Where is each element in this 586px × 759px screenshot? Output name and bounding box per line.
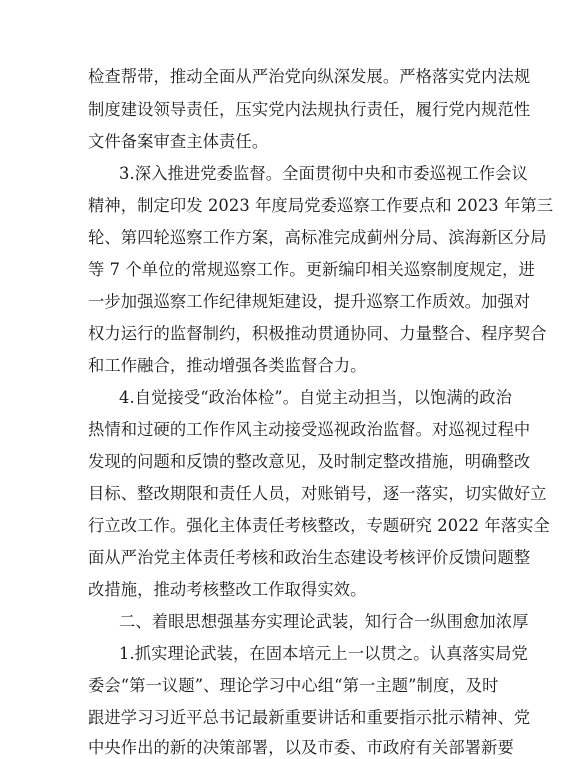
text-line: 跟进学习习近平总书记最新重要讲话和重要指示批示精神、党: [88, 708, 531, 727]
text-line: 改措施，推动考核整改工作取得实效。: [88, 580, 367, 599]
text-line: 委会“第一议题”、理论学习中心组“第一主题”制度，及时: [88, 676, 499, 695]
paragraph-heading-1: 1.抓实理论武装，在固本培元上一以贯之。认真落实局党: [119, 644, 528, 663]
text-line: 发现的问题和反馈的整改意见，及时制定整改措施，明确整改: [88, 452, 531, 471]
text-line: 文件备案审查主体责任。: [88, 132, 269, 151]
paragraph-heading-4: 4.自觉接受“政治体检”。自觉主动担当，以饱满的政治: [119, 388, 512, 407]
paragraph-heading-3: 3.深入推进党委监督。全面贯彻中央和市委巡视工作会议: [119, 164, 528, 183]
text-line: 检查帮带，推动全面从严治党向纵深发展。严格落实党内法规: [88, 67, 531, 86]
text-line: 和工作融合，推动增强各类监督合力。: [88, 356, 367, 375]
text-line: 热情和过硬的工作作风主动接受巡视政治监督。对巡视过程中: [88, 420, 531, 439]
text-line: 一步加强巡察工作纪律规矩建设，提升巡察工作质效。加强对: [88, 292, 531, 311]
text-line: 目标、整改期限和责任人员，对账销号，逐一落实，切实做好立: [88, 484, 547, 503]
text-line: 制度建设领导责任，压实党内法规执行责任，履行党内规范性: [88, 100, 531, 119]
section-heading: 二、着眼思想强基夯实理论武装，知行合一纵围愈加浓厚: [119, 612, 529, 631]
text-line: 精神，制定印发 2023 年度局党委巡察工作要点和 2023 年第三: [88, 196, 554, 215]
text-line: 轮、第四轮巡察工作方案，高标准完成蓟州分局、滨海新区分局: [88, 228, 547, 247]
text-line: 权力运行的监督制约，积极推动贯通协同、力量整合、程序契合: [88, 324, 547, 343]
text-line: 等 7 个单位的常规巡察工作。更新编印相关巡察制度规定，进: [88, 260, 535, 279]
text-line: 中央作出的新的决策部署，以及市委、市政府有关部署新要: [88, 738, 514, 757]
text-line: 行立改工作。强化主体责任考核整改，专题研究 2022 年落实全: [88, 516, 550, 535]
text-line: 面从严治党主体责任考核和政治生态建设考核评价反馈问题整: [88, 548, 531, 567]
